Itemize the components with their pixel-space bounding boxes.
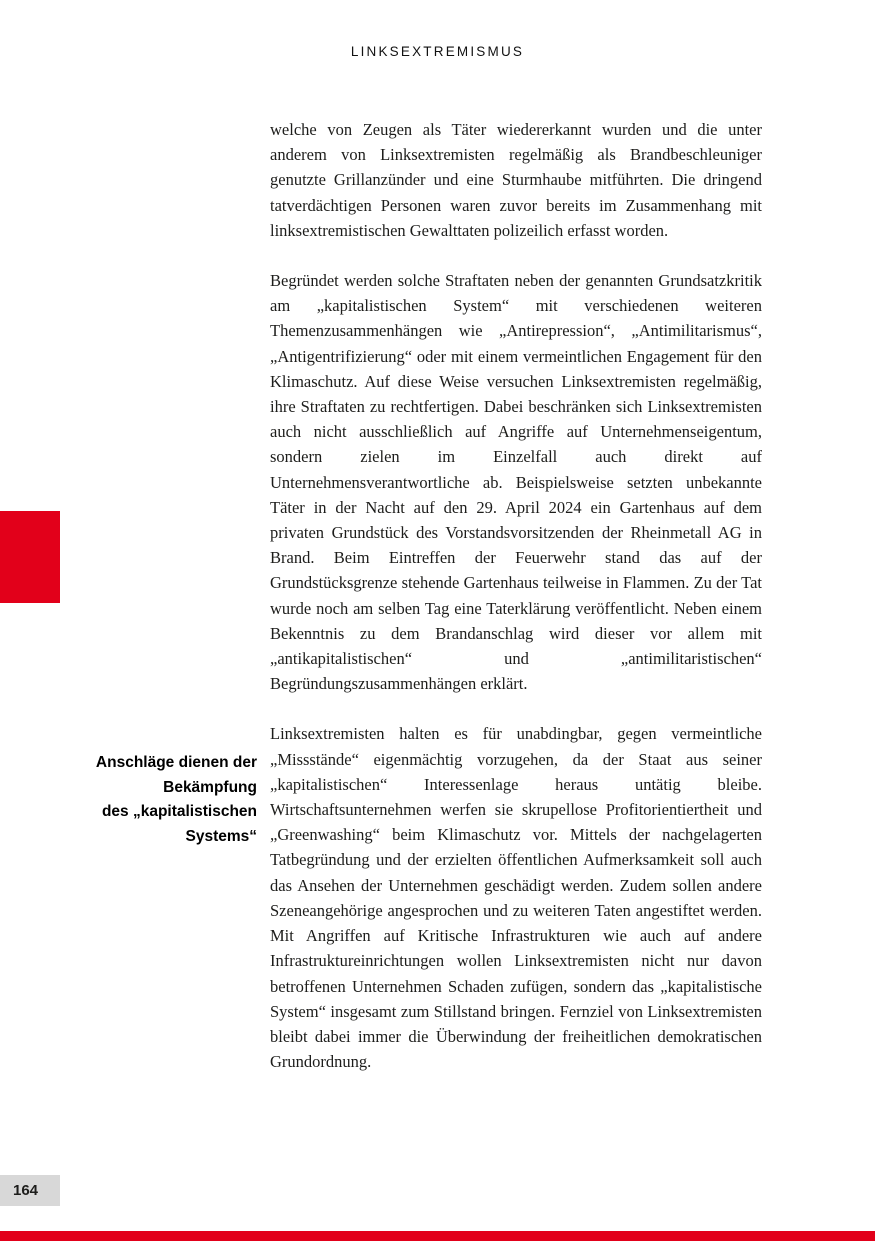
red-accent-block [0, 511, 60, 603]
paragraph: welche von Zeugen als Täter wiedererkannt wurden und die unter anderem von Linksextremisten regelmäßig als Brandbeschleuniger genutzte Grillanzünder und eine Sturmhaube mitführten. Die dringend tatverdächtigen Personen waren zuvor bereits im Zusammenhang mit linksextremistischen Gewalttaten polizeilich erfasst worden. [270, 120, 762, 240]
margin-note [20, 751, 257, 850]
body-text-column [270, 117, 762, 1074]
margin-note-line: Bekämpfung [163, 778, 257, 796]
page-number: 164 [13, 1182, 39, 1199]
page-number-box [0, 1175, 60, 1206]
margin-note-line: Systems“ [185, 828, 257, 846]
margin-note-line: des „kapitalistischen [101, 803, 257, 821]
page-header-title: LINKSEXTREMISMUS [350, 44, 525, 59]
margin-note-line: Anschläge dienen der [95, 754, 257, 771]
paragraph: Linksextremisten halten es für unabdingbar, gegen vermeintliche „Missstände“ eigenmächtig vorzugehen, da der Staat aus seiner „kapitalistischen“ Interessenlage heraus untätig bleibe. Wirtschaftsunternehmen werfen sie skrupellose Profitorientiertheit und „Greenwashing“ beim Klimaschutz vor. Mittels der nachgelagerten Tatbegründung und der erzielten öffentlichen Aufmerksamkeit soll auch das Ansehen der Unternehmen geschädigt werden. Zudem sollen andere Szeneangehörige angesprochen und zu weiteren Taten angestiftet werden. Mit Angriffen auf Kritische Infrastrukturen wie auch auf andere Infrastruktureinrichtungen wollen Linksextremisten nicht nur davon betroffenen Unternehmen Schaden zufügen, sondern das „kapitalistische System“ insgesamt zum Stillstand bringen. Fernziel von Linksextremisten bleibt dabei immer die Überwindung der freiheitlichen demokratischen Grundordnung. [270, 724, 762, 1072]
paragraph: Begründet werden solche Straftaten neben der genannten Grundsatzkritik am „kapitalistischen System“ mit verschiedenen weiteren Themenzusammenhängen wie „Antirepression“, „Antimilitarismus“, „Antigentrifizierung“ oder mit einem vermeintlichen Engagement für den Klimaschutz. Auf diese Weise versuchen Linksextremisten regelmäßig, ihre Straftaten zu rechtfertigen. Dabei beschränken sich Linksextremisten auch nicht ausschließlich auf Angriffe auf Unternehmenseigentum, sondern zielen im Einzelfall auch direkt auf Unternehmensverantwortliche ab. Beispielsweise setzten unbekannte Täter in der Nacht auf den 29. April 2024 ein Gartenhaus auf dem privaten Grundstück des Vorstandsvorsitzenden der Rheinmetall AG in Brand. Beim Eintreffen der Feuerwehr stand das auf der Grundstücksgrenze stehende Gartenhaus teilweise in Flammen. Zu der Tat wurde noch am selben Tag eine Taterklärung veröffentlicht. Neben einem Bekenntnis zu dem Brandanschlag wird dieser vor allem mit „antikapitalistischen“ und „antimilitaristischen“ Begründungszusammenhängen erklärt. [270, 271, 762, 694]
bottom-accent-bar [0, 1231, 875, 1241]
